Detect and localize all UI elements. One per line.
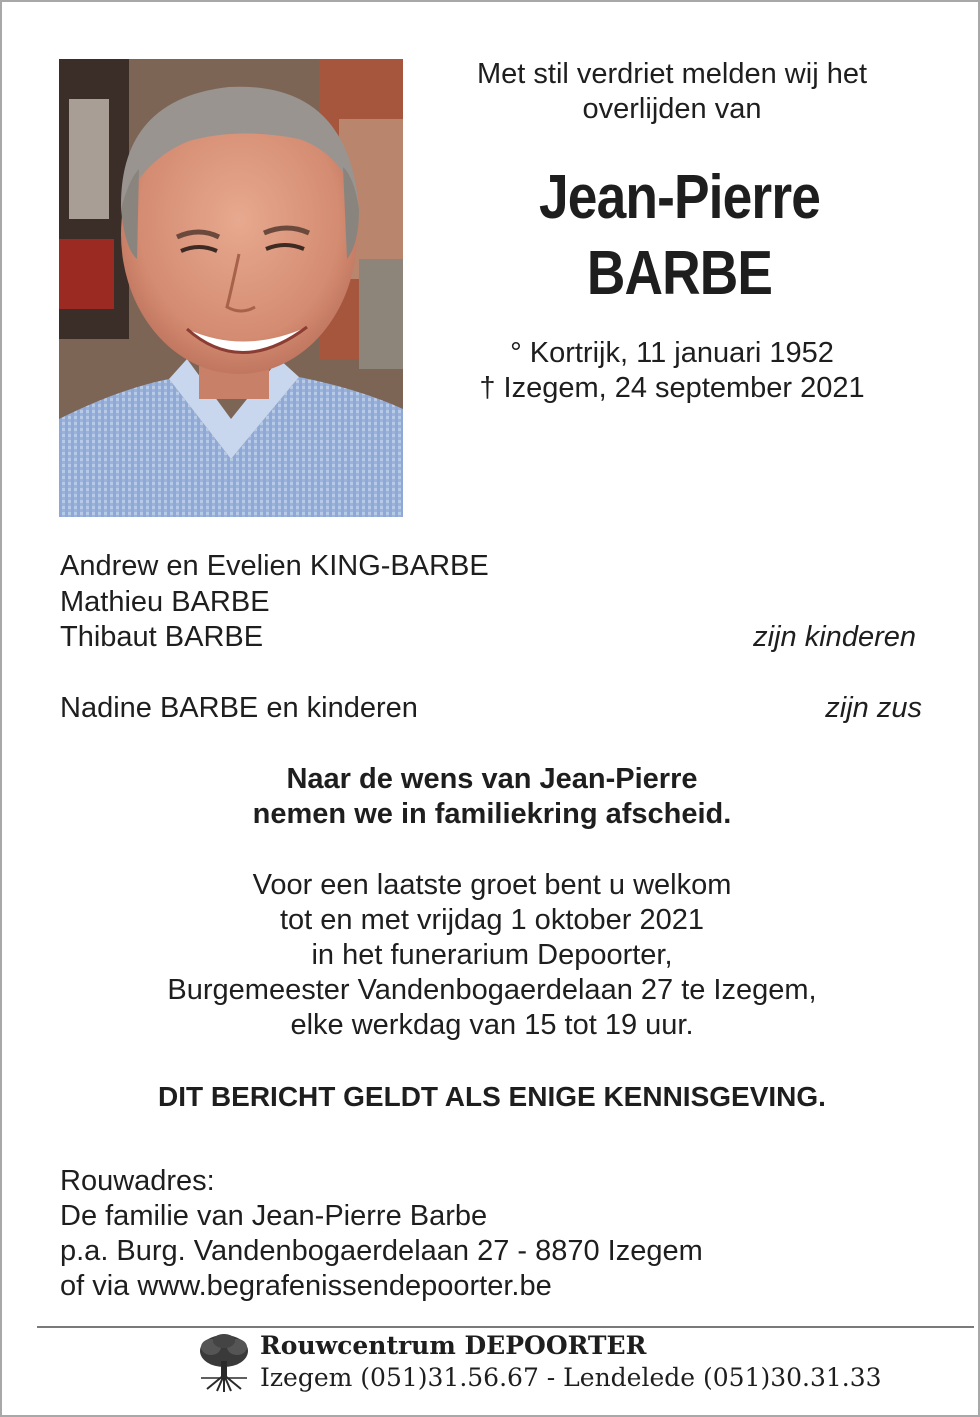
visitation-line: tot en met vrijdag 1 oktober 2021 xyxy=(280,904,704,936)
life-dates xyxy=(422,336,922,406)
farewell-message xyxy=(42,762,942,832)
visitation-line: elke werkdag van 15 tot 19 uur. xyxy=(290,1009,694,1041)
child-entry: Andrew en Evelien KING-BARBE xyxy=(60,550,489,582)
sister-entry: Nadine BARBE en kinderen xyxy=(60,692,418,724)
tree-logo-icon xyxy=(197,1333,251,1393)
sister-relation: zijn zus xyxy=(825,692,922,724)
address-line: of via www.begrafenissendepoorter.be xyxy=(60,1270,552,1302)
address-line: Rouwadres: xyxy=(60,1165,215,1197)
funeral-home-info xyxy=(260,1330,882,1394)
death-date: † Izegem, 24 september 2021 xyxy=(479,372,865,404)
intro-line-2: overlijden van xyxy=(582,93,762,125)
funeral-home-name: Rouwcentrum DEPOORTER xyxy=(260,1331,647,1360)
deceased-name xyxy=(458,160,901,312)
farewell-line-2: nemen we in familiekring afscheid. xyxy=(252,798,732,830)
mourning-address xyxy=(60,1164,703,1304)
portrait-photo xyxy=(59,59,403,517)
birth-date: ° Kortrijk, 11 januari 1952 xyxy=(510,337,834,369)
visitation-line: in het funerarium Depoorter, xyxy=(311,939,673,971)
visitation-info xyxy=(42,868,942,1043)
visitation-line: Voor een laatste groet bent u welkom xyxy=(252,869,732,901)
funeral-home-phones: Izegem (051)31.56.67 - Lendelede (051)30.31.33 xyxy=(260,1363,882,1392)
visitation-line: Burgemeester Vandenbogaerdelaan 27 te Izegem, xyxy=(167,974,817,1006)
child-entry: Mathieu BARBE xyxy=(60,586,270,618)
address-line: p.a. Burg. Vandenbogaerdelaan 27 - 8870 Izegem xyxy=(60,1235,703,1267)
deceased-first-name: Jean-Pierre xyxy=(538,163,821,232)
children-relation: zijn kinderen xyxy=(753,621,916,653)
notice-text: DIT BERICHT GELDT ALS ENIGE KENNISGEVING. xyxy=(158,1081,826,1112)
deceased-last-name: BARBE xyxy=(586,239,773,308)
intro-line-1: Met stil verdriet melden wij het xyxy=(476,58,868,90)
footer-divider xyxy=(37,1326,974,1328)
farewell-line-1: Naar de wens van Jean-Pierre xyxy=(286,763,698,795)
intro-text xyxy=(422,57,922,127)
address-line: De familie van Jean-Pierre Barbe xyxy=(60,1200,488,1232)
child-entry: Thibaut BARBE xyxy=(60,621,264,653)
